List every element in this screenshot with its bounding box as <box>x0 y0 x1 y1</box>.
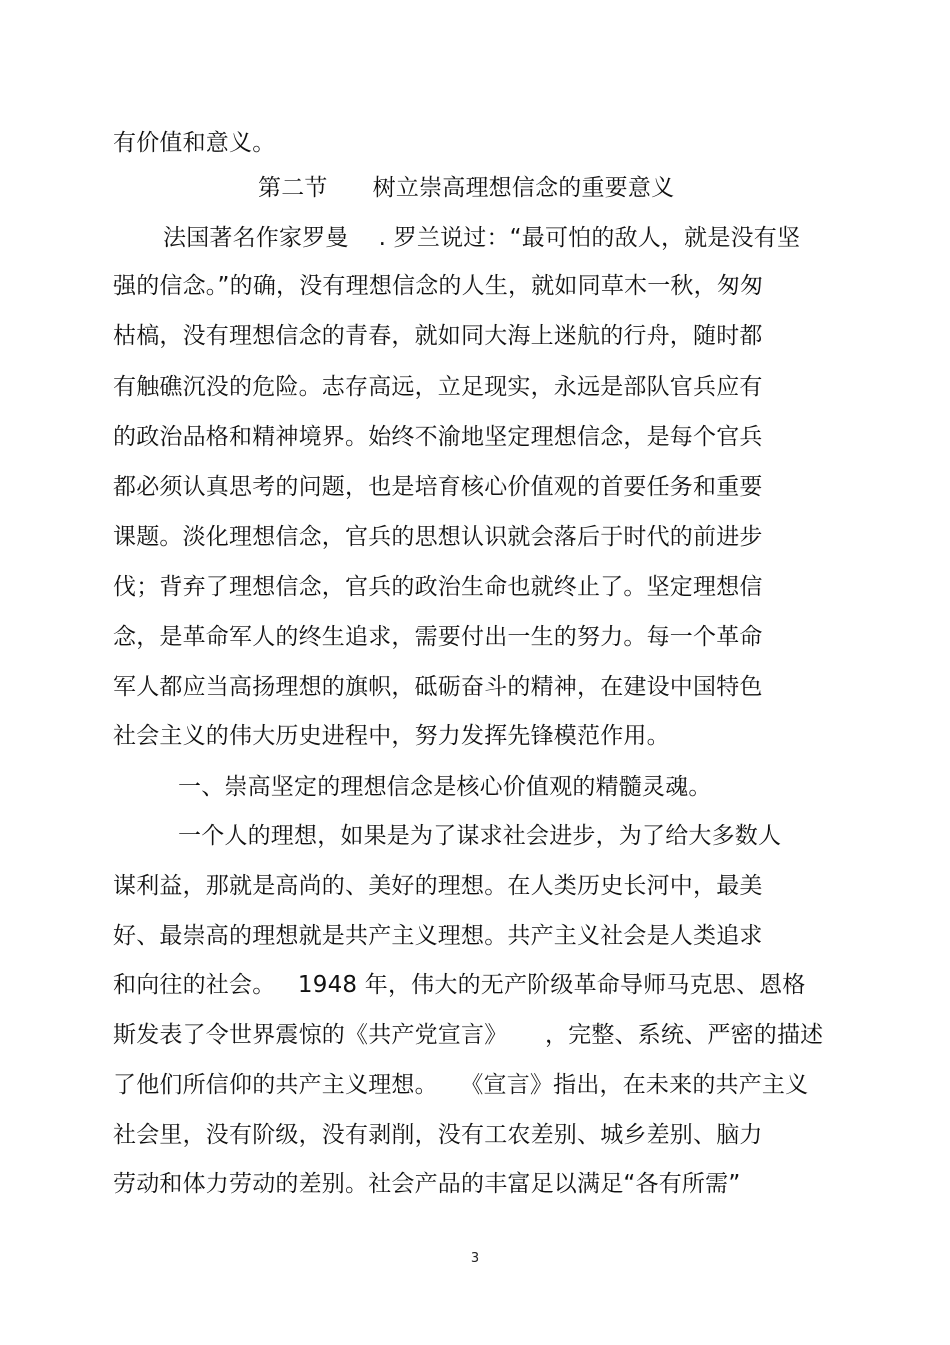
text-line: 劳动和体力劳动的差别。社会产品的丰富足以满足“各有所需” <box>113 1171 741 1197</box>
page-number: 3 <box>470 1251 480 1266</box>
subsection-heading: 一、崇高坚定的理想信念是核心价值观的精髓灵魂。 <box>178 774 712 800</box>
text-line: 念，是革命军人的终生追求，需要付出一生的努力。每一个革命 <box>113 624 763 650</box>
text-line: 有触礁沉没的危险。志存高远，立足现实，永远是部队官兵应有 <box>113 374 763 400</box>
text-line: 和向往的社会。 1948 年，伟大的无产阶级革命导师马克思、恩格 <box>113 972 806 998</box>
text-line: 社会主义的伟大历史进程中，努力发挥先锋模范作用。 <box>113 723 670 749</box>
text-line: 法国著名作家罗曼 . 罗兰说过：“最可怕的敌人，就是没有坚 <box>163 225 801 251</box>
text-line: 斯发表了令世界震惊的《共产党宣言》 ，完整、系统、严密的描述 <box>113 1022 824 1048</box>
text-line: 枯槁，没有理想信念的青春，就如同大海上迷航的行舟，随时都 <box>113 323 763 349</box>
text-line: 都必须认真思考的问题，也是培育核心价值观的首要任务和重要 <box>113 474 763 500</box>
text-line: 军人都应当高扬理想的旗帜，砥砺奋斗的精神，在建设中国特色 <box>113 674 763 700</box>
text-line: 有价值和意义。 <box>113 130 276 156</box>
text-line: 的政治品格和精神境界。始终不渝地坚定理想信念，是每个官兵 <box>113 424 763 450</box>
text-line: 谋利益，那就是高尚的、美好的理想。在人类历史长河中，最美 <box>113 873 763 899</box>
text-line: 好、最崇高的理想就是共产主义理想。共产主义社会是人类追求 <box>113 923 763 949</box>
text-line: 了他们所信仰的共产主义理想。 《宣言》指出，在未来的共产主义 <box>113 1072 809 1098</box>
text-line: 社会里，没有阶级，没有剥削，没有工农差别、城乡差别、脑力 <box>113 1122 763 1148</box>
text-line: 伐；背弃了理想信念，官兵的政治生命也就终止了。坚定理想信 <box>113 574 763 600</box>
section-heading: 第二节 树立崇高理想信念的重要意义 <box>258 175 675 201</box>
text-line: 课题。淡化理想信念，官兵的思想认识就会落后于时代的前进步 <box>113 524 763 550</box>
text-line: 一个人的理想，如果是为了谋求社会进步，为了给大多数人 <box>178 823 782 849</box>
text-line: 强的信念。”的确，没有理想信念的人生，就如同草木一秋，匆匆 <box>113 273 764 299</box>
